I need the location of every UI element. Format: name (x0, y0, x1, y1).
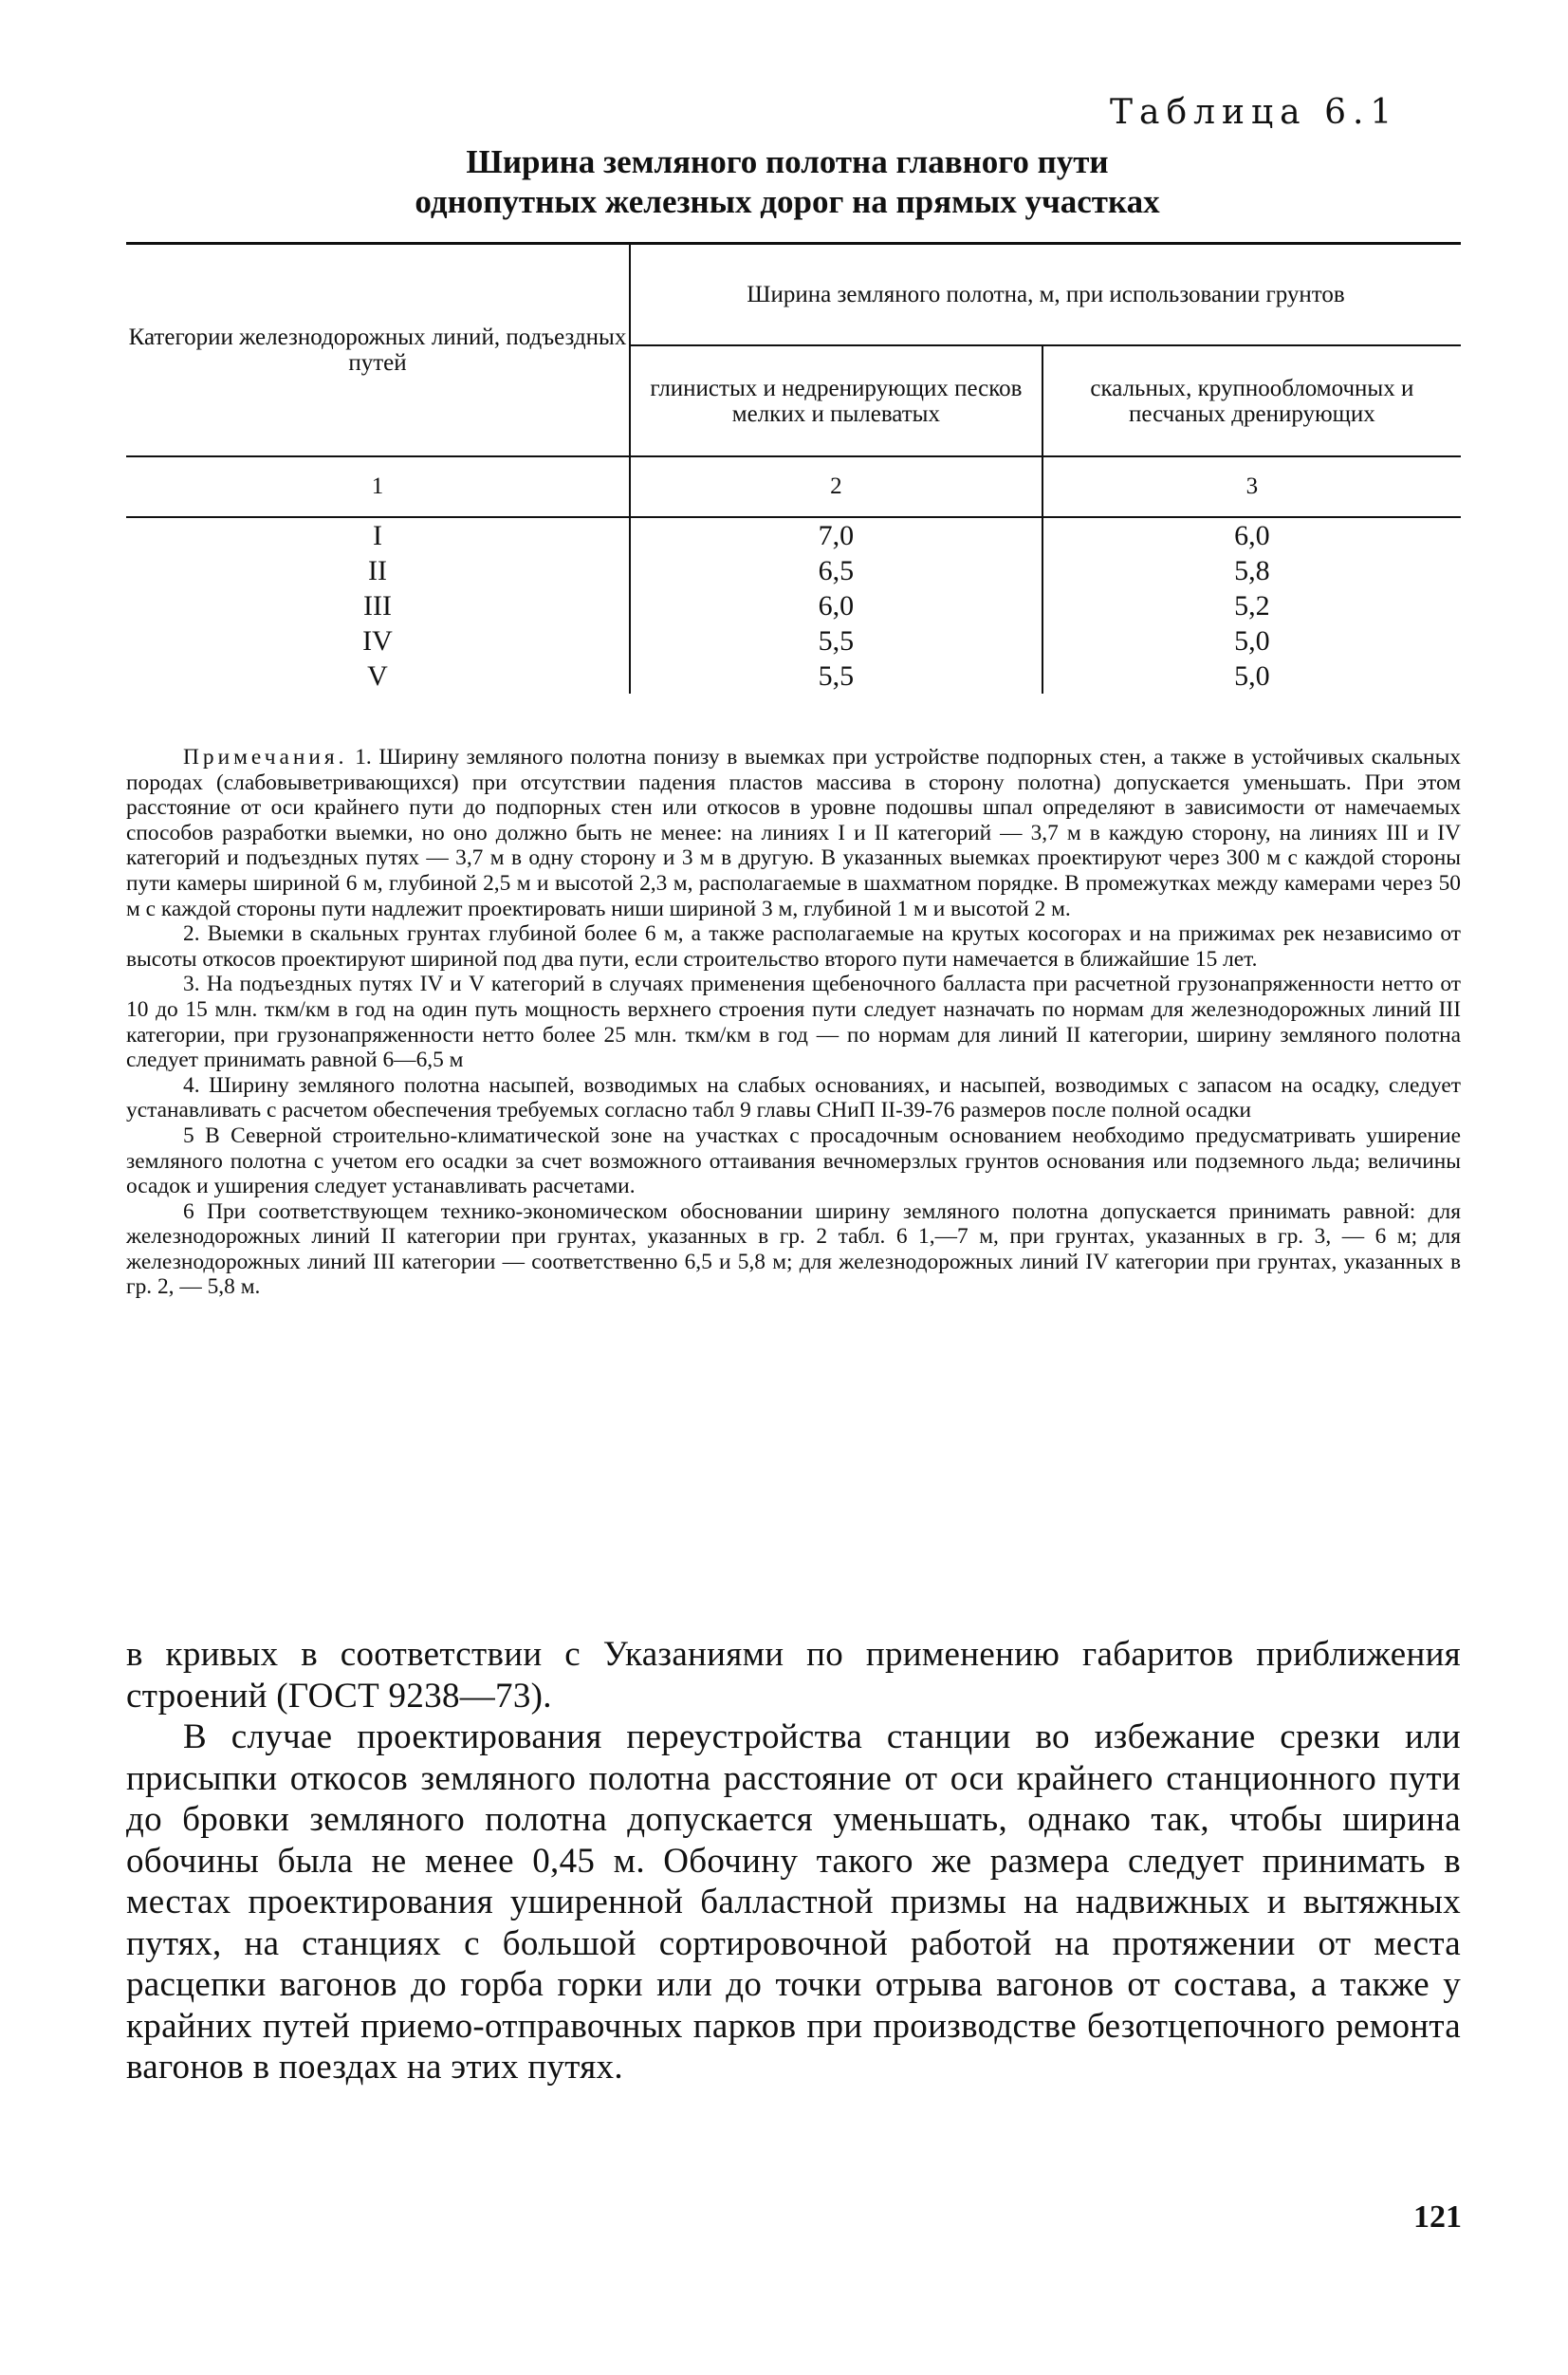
table-title-line-2: однопутных железных дорог на прямых участках (415, 183, 1160, 220)
notes-lead: Примечания. (183, 745, 348, 770)
table-cell: 5,0 (1234, 660, 1270, 692)
note-4: 4. Ширину земляного полотна насыпей, возводимых на слабых основаниях, и насыпей, возводимых с запасом на осадку, следует устанавливать с расчетом обеспечения требуемых согласно табл 9 главы СНиП II-39-76 размеров после полной осадки (126, 1072, 1461, 1123)
table-cell: 6,5 (818, 555, 855, 586)
table-cell: 5,5 (818, 660, 855, 692)
clay-width-column (630, 517, 1042, 694)
table-notes (126, 745, 1461, 1300)
table-cell: 6,0 (1234, 520, 1270, 551)
category-column (126, 517, 630, 694)
table-cell: I (373, 520, 382, 551)
note-3: 3. На подъездных путях IV и V категорий в случаях применения щебеночного балласта при расчетной грузонапряженности нетто от 10 до 15 млн. ткм/км в год на один путь мощность верхнего строения пути следует назначать по нормам для железнодорожных линий III категории, при грузонапряженности нетто более 25 млн. ткм/км в год — по нормам для линий II категории, ширину земляного полотна следует принимать равной 6—6,5 м (126, 972, 1461, 1073)
table-title-line-1: Ширина земляного полотна главного пути (466, 143, 1109, 180)
header-category: Категории железнодорожных линий, подъездных путей (126, 244, 630, 457)
note-5: 5 В Северной строительно-климатической зоне на участках с просадочным основанием необходимо предусматривать уширение земляного полотна с учетом его осадки за счет возможного оттаивания вечномерзлых грунтов основания или подземного льда; величины осадок и уширения следует устанавливать расчетами. (126, 1123, 1461, 1199)
table-cell: 7,0 (818, 520, 855, 551)
table-cell: 5,8 (1234, 555, 1270, 586)
table-cell: III (363, 590, 392, 622)
note-2: 2. Выемки в скальных грунтах глубиной более 6 м, а также располагаемые на крутых косогорах и на прижимах рек независимо от высоты откосов проектируют шириной под два пути, если строительство второго пути намечается в ближайшие 15 лет. (126, 921, 1461, 972)
rock-width-column (1042, 517, 1461, 694)
table-data-block (126, 517, 1461, 694)
table-title (360, 142, 1214, 222)
body-paragraph-1: в кривых в соответствии с Указаниями по применению габаритов приближения строений (ГОСТ 9238—73). (126, 1635, 1461, 1716)
column-number: 1 (126, 456, 630, 517)
body-paragraph-2: В случае проектирования переустройства станции во избежание срезки или присыпки откосов земляного полотна расстояние от оси крайнего станционного пути до бровки земляного полотна допускается уменьшать, однако так, чтобы ширина обочины была не менее 0,45 м. Обочину такого же размера следует принимать в местах проектирования уширенной балластной призмы на надвижных и вытяжных путях, на станциях с большой сортировочной работой на протяжении от места расцепки вагонов до горба горки или до точки отрыва вагонов от состава, а также у крайних путей приемо-отправочных парков при производстве безотцепочного ремонта вагонов в поездах на этих путях. (126, 1717, 1461, 2087)
note-1 (126, 745, 1461, 921)
column-number: 2 (630, 456, 1042, 517)
table-cell: V (367, 660, 388, 692)
page-number: 121 (1413, 2199, 1462, 2235)
note-6: 6 При соответствующем технико-экономическом обосновании ширину земляного полотна допускается принимать равной: для железнодорожных линий II категории при грунтах, указанных в гр. 2 табл. 6 1,—7 м, при грунтах, указанных в гр. 3, — 6 м; для железнодорожных линий III категории — соответственно 6,5 и 5,8 м; для железнодорожных линий IV категории при грунтах, указанных в гр. 2, — 5,8 м. (126, 1198, 1461, 1300)
table-label: Таблица 6.1 (1110, 93, 1399, 132)
column-number-row (126, 456, 1461, 517)
table-cell: II (368, 555, 387, 586)
header-width-group: Ширина земляного полотна, м, при использовании грунтов (630, 244, 1461, 346)
table-cell: 5,5 (818, 625, 855, 657)
header-rock-soils: скальных, крупнообломочных и песчаных дренирующих (1042, 345, 1461, 456)
header-clay-soils: глинистых и недренирующих песков мелких и пылеватых (630, 345, 1042, 456)
body-text (126, 1634, 1461, 2088)
note-text: 1. Ширину земляного полотна понизу в выемках при устройстве подпорных стен, а также в устойчивых скальных породах (слабовыветривающихся) при отсутствии падения пластов массива в сторону полотна) допускается уменьшать. При этом расстояние от оси крайнего пути до подпорных стен или откосов в уровне подошвы шпал определяют в зависимости от намечаемых способов разработки выемки, но оно должно быть не менее: на линиях I и II категорий — 3,7 м в каждую сторону, на линиях III и IV категорий и подъездных путях — 3,7 м в одну сторону и 3 м в другую. В указанных выемках проектируют через 300 м с каждой стороны пути камеры шириной 6 м, глубиной 2,5 м и высотой 2,3 м, располагаемые в шахматном порядке. В промежутках между камерами через 50 м с каждой стороны пути надлежит проектировать ниши шириной 3 м, глубиной 1 м и высотой 2 м. (126, 745, 1461, 921)
table-cell: 5,0 (1234, 625, 1270, 657)
column-number: 3 (1042, 456, 1461, 517)
roadbed-width-table (126, 242, 1461, 694)
table-cell: 5,2 (1234, 590, 1270, 622)
table-cell: IV (362, 625, 393, 657)
table-cell: 6,0 (818, 590, 855, 622)
